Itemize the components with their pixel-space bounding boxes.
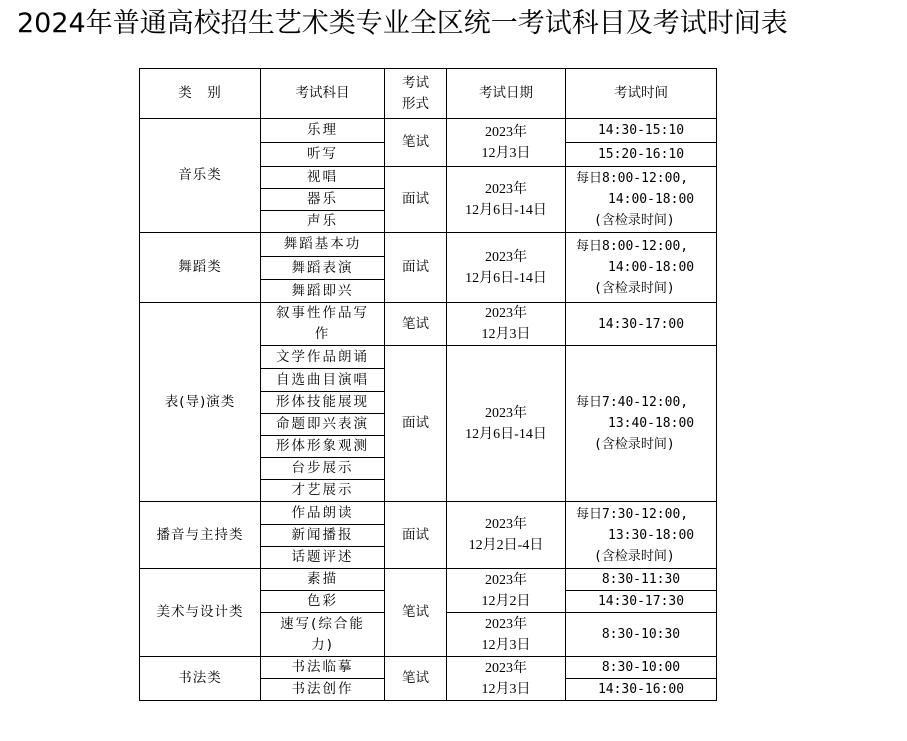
header-category: 类 别 — [140, 69, 261, 119]
header-format: 考试 形式 — [385, 69, 447, 119]
time-cell: 15:20-16:10 — [566, 143, 717, 167]
subject-cell: 听写 — [261, 143, 385, 167]
format-cell: 面试 — [385, 233, 447, 303]
table-row — [140, 303, 717, 346]
time-cell: 8:30-10:30 — [566, 613, 717, 657]
subject-cell: 色彩 — [261, 591, 385, 613]
format-cell: 笔试 — [385, 657, 447, 701]
subject-cell: 器乐 — [261, 189, 385, 211]
time-cell: 每日7:30-12:00, 13:30-18:00 (含检录时间) — [566, 502, 717, 569]
category-music: 音乐类 — [140, 119, 261, 233]
time-cell: 每日7:40-12:00, 13:40-18:00 (含检录时间) — [566, 346, 717, 502]
subject-cell: 形体形象观测 — [261, 436, 385, 458]
subject-cell: 声乐 — [261, 211, 385, 233]
header-time: 考试时间 — [566, 69, 717, 119]
date-cell: 2023年 12月2日 — [447, 569, 566, 613]
category-performance: 表(导)演类 — [140, 303, 261, 502]
category-art-design: 美术与设计类 — [140, 569, 261, 657]
date-cell: 2023年 12月6日-14日 — [447, 167, 566, 233]
category-dance: 舞蹈类 — [140, 233, 261, 303]
subject-cell: 视唱 — [261, 167, 385, 189]
subject-cell: 乐理 — [261, 119, 385, 143]
subject-cell: 速写(综合能 力) — [261, 613, 385, 657]
subject-cell: 素描 — [261, 569, 385, 591]
page-title: 2024年普通高校招生艺术类专业全区统一考试科目及考试时间表 — [17, 8, 788, 39]
date-cell: 2023年 12月3日 — [447, 303, 566, 346]
category-broadcast: 播音与主持类 — [140, 502, 261, 569]
subject-cell: 作品朗读 — [261, 502, 385, 525]
category-calligraphy: 书法类 — [140, 657, 261, 701]
subject-cell: 才艺展示 — [261, 480, 385, 502]
subject-cell: 叙事性作品写 作 — [261, 303, 385, 346]
header-row — [140, 69, 717, 119]
table-row — [140, 657, 717, 679]
time-cell: 14:30-17:30 — [566, 591, 717, 613]
date-cell: 2023年 12月6日-14日 — [447, 346, 566, 502]
format-cell: 面试 — [385, 346, 447, 502]
header-date: 考试日期 — [447, 69, 566, 119]
format-cell: 笔试 — [385, 303, 447, 346]
time-cell: 14:30-15:10 — [566, 119, 717, 143]
subject-cell: 新闻播报 — [261, 525, 385, 547]
date-cell: 2023年 12月6日-14日 — [447, 233, 566, 303]
time-cell: 8:30-11:30 — [566, 569, 717, 591]
subject-cell: 自选曲目演唱 — [261, 369, 385, 392]
time-cell: 14:30-17:00 — [566, 303, 717, 346]
subject-cell: 形体技能展现 — [261, 392, 385, 414]
date-cell: 2023年 12月3日 — [447, 119, 566, 167]
subject-cell: 台步展示 — [261, 458, 385, 480]
time-cell: 每日8:00-12:00, 14:00-18:00 (含检录时间) — [566, 167, 717, 233]
exam-schedule-table — [139, 68, 717, 701]
subject-cell: 命题即兴表演 — [261, 414, 385, 436]
subject-cell: 舞蹈即兴 — [261, 280, 385, 303]
date-cell: 2023年 12月2日-4日 — [447, 502, 566, 569]
subject-cell: 书法临摹 — [261, 657, 385, 679]
time-cell: 14:30-16:00 — [566, 679, 717, 701]
table-row — [140, 119, 717, 143]
format-cell: 面试 — [385, 502, 447, 569]
date-cell: 2023年 12月3日 — [447, 657, 566, 701]
table-row — [140, 502, 717, 525]
subject-cell: 舞蹈基本功 — [261, 233, 385, 257]
header-subject: 考试科目 — [261, 69, 385, 119]
subject-cell: 文学作品朗诵 — [261, 346, 385, 369]
time-cell: 每日8:00-12:00, 14:00-18:00 (含检录时间) — [566, 233, 717, 303]
date-cell: 2023年 12月3日 — [447, 613, 566, 657]
format-cell: 笔试 — [385, 569, 447, 657]
table-row — [140, 569, 717, 591]
subject-cell: 话题评述 — [261, 547, 385, 569]
subject-cell: 书法创作 — [261, 679, 385, 701]
time-cell: 8:30-10:00 — [566, 657, 717, 679]
table-row — [140, 233, 717, 257]
format-cell: 笔试 — [385, 119, 447, 167]
format-cell: 面试 — [385, 167, 447, 233]
subject-cell: 舞蹈表演 — [261, 257, 385, 280]
